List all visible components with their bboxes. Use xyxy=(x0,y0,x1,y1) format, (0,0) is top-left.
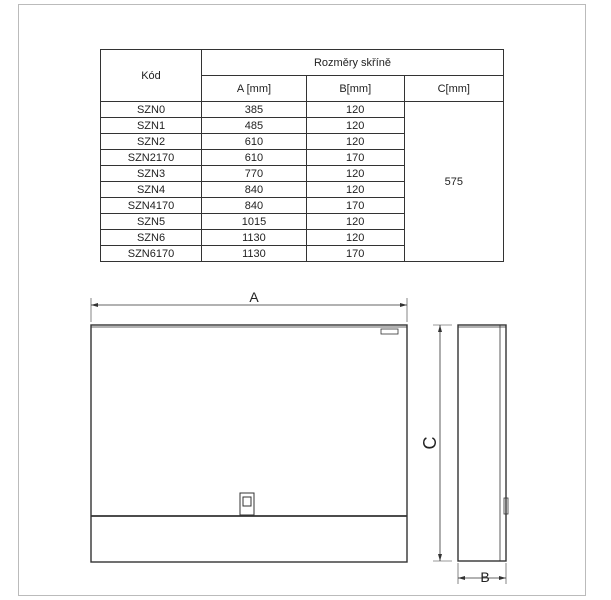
cell-c: 575 xyxy=(404,102,503,262)
cell-a: 1015 xyxy=(202,214,307,230)
cell-b: 120 xyxy=(306,182,404,198)
cell-a: 770 xyxy=(202,166,307,182)
cell-b: 120 xyxy=(306,118,404,134)
cell-kod: SZN4 xyxy=(101,182,202,198)
dim-c-arrow-bottom xyxy=(438,554,442,561)
header-kod: Kód xyxy=(101,50,202,102)
dim-b-arrow-right xyxy=(499,576,506,580)
cell-a: 1130 xyxy=(202,246,307,262)
cell-b: 120 xyxy=(306,214,404,230)
cell-a: 840 xyxy=(202,182,307,198)
cell-kod: SZN6170 xyxy=(101,246,202,262)
cell-kod: SZN2 xyxy=(101,134,202,150)
cell-kod: SZN5 xyxy=(101,214,202,230)
dim-c-arrow-top xyxy=(438,325,442,332)
side-view xyxy=(433,325,508,584)
cell-b: 120 xyxy=(306,102,404,118)
cell-kod: SZN0 xyxy=(101,102,202,118)
dim-b-arrow-left xyxy=(458,576,465,580)
header-col-a: A [mm] xyxy=(202,76,307,102)
cell-kod: SZN2170 xyxy=(101,150,202,166)
cabinet-side-outline xyxy=(458,325,506,561)
cell-a: 385 xyxy=(202,102,307,118)
cabinet-front-outline xyxy=(91,325,407,562)
cell-b: 170 xyxy=(306,246,404,262)
lock-keyhole xyxy=(243,497,251,506)
dim-label-b: B xyxy=(480,569,490,585)
dim-label-a: A xyxy=(249,289,259,305)
cabinet-name-plate xyxy=(381,329,398,334)
cell-kod: SZN4170 xyxy=(101,198,202,214)
cell-b: 170 xyxy=(306,198,404,214)
cell-b: 120 xyxy=(306,134,404,150)
cell-kod: SZN1 xyxy=(101,118,202,134)
dim-a-arrow-right xyxy=(400,303,407,307)
cell-a: 485 xyxy=(202,118,307,134)
header-col-b: B[mm] xyxy=(306,76,404,102)
cell-b: 120 xyxy=(306,230,404,246)
header-rozmery: Rozměry skříně xyxy=(202,50,504,76)
cell-kod: SZN6 xyxy=(101,230,202,246)
cell-a: 840 xyxy=(202,198,307,214)
cell-a: 610 xyxy=(202,134,307,150)
dim-a-arrow-left xyxy=(91,303,98,307)
cell-a: 610 xyxy=(202,150,307,166)
header-col-c: C[mm] xyxy=(404,76,503,102)
cell-kod: SZN3 xyxy=(101,166,202,182)
dim-label-c: C xyxy=(420,436,440,450)
cell-b: 170 xyxy=(306,150,404,166)
lock-handle xyxy=(240,493,254,515)
cell-a: 1130 xyxy=(202,230,307,246)
front-view xyxy=(91,298,407,562)
cell-b: 120 xyxy=(306,166,404,182)
